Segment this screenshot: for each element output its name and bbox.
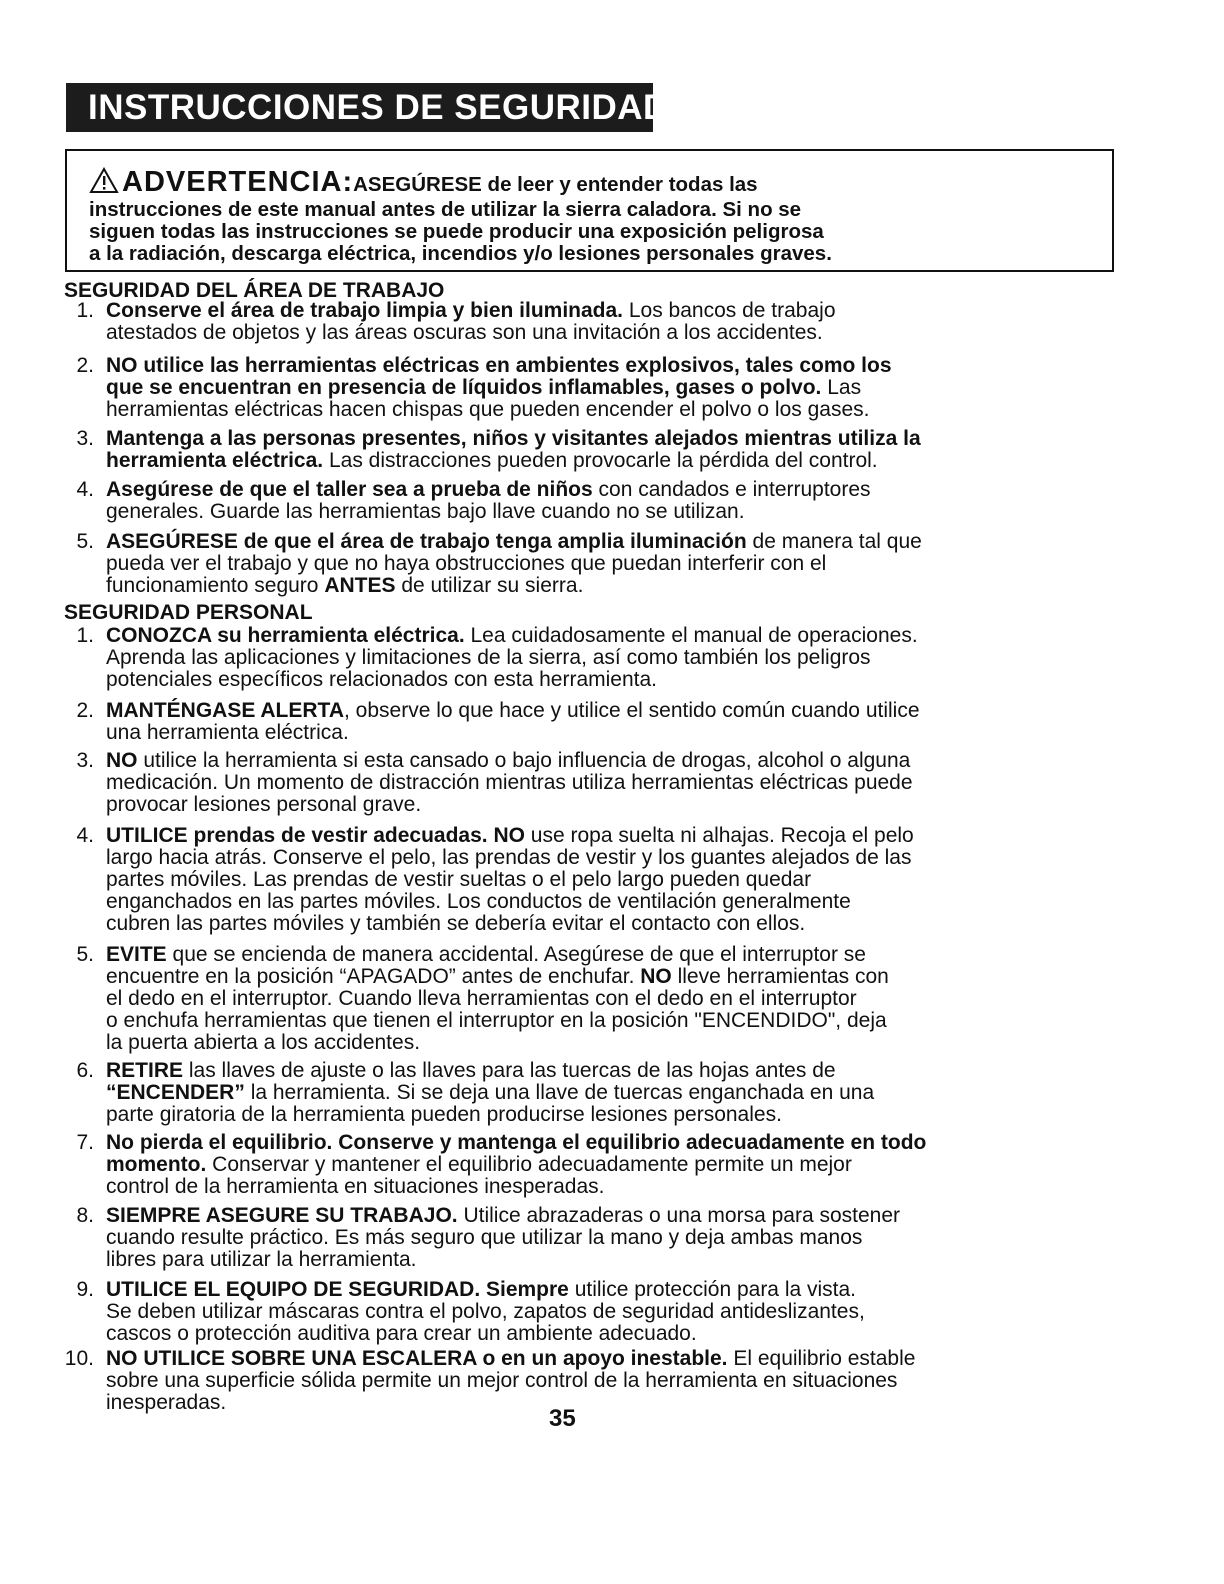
item-text-line bbox=[106, 300, 1096, 322]
item-text: generales. Guarde las herramientas bajo llave cuando no se utilizan. bbox=[106, 500, 745, 523]
item-text: la puerta abierta a los accidentes. bbox=[106, 1031, 421, 1054]
item-number: 4. bbox=[76, 478, 94, 501]
item-body bbox=[106, 428, 1096, 472]
item-text: Conservar y mantener el equilibrio adecuadamente permite un mejor bbox=[206, 1153, 852, 1176]
item-bold-lead: Asegúrese de que el taller sea a prueba de niños bbox=[106, 478, 593, 501]
item-number: 4. bbox=[76, 824, 94, 847]
item-bold-lead: que se encuentran en presencia de líquidos inflamables, gases o polvo. bbox=[106, 376, 822, 399]
item-text: o enchufa herramientas que tienen el interruptor en la posición "ENCENDIDO", deja bbox=[106, 1009, 887, 1032]
item-number: 6. bbox=[76, 1059, 94, 1082]
item-number: 5. bbox=[76, 530, 94, 553]
item-number: 2. bbox=[76, 699, 94, 722]
item-text: funcionamiento seguro bbox=[106, 574, 325, 597]
item-number: 5. bbox=[76, 943, 94, 966]
page-number: 35 bbox=[549, 1405, 576, 1432]
item-text-line bbox=[106, 772, 1096, 794]
item-body bbox=[106, 531, 1096, 597]
item-bold-lead: Mantenga a las personas presentes, niños y visitantes alejados mientras utiliza la bbox=[106, 427, 921, 450]
item-body bbox=[106, 1132, 1096, 1198]
item-number: 8. bbox=[76, 1204, 94, 1227]
item-text-line bbox=[106, 1392, 1096, 1414]
item-number: 9. bbox=[76, 1278, 94, 1301]
warning-triangle-icon bbox=[89, 167, 119, 199]
warning-text-line: siguen todas las instrucciones se puede producir una exposición peligrosa bbox=[89, 220, 824, 243]
item-text-line bbox=[106, 966, 1096, 988]
item-text-line bbox=[106, 1249, 1096, 1271]
item-text: herramientas eléctricas hacen chispas que pueden encender el polvo o los gases. bbox=[106, 398, 870, 421]
item-number: 7. bbox=[76, 1131, 94, 1154]
item-text: use ropa suelta ni alhajas. Recoja el pelo bbox=[524, 824, 914, 847]
section-title-banner: INSTRUCCIONES DE SEGURIDAD bbox=[66, 83, 653, 132]
item-text-line bbox=[106, 669, 1096, 691]
item-bold-lead: herramienta eléctrica. bbox=[106, 449, 324, 472]
item-text: pueda ver el trabajo y que no haya obstrucciones que puedan interferir con el bbox=[106, 552, 827, 575]
item-text: encuentre en la posición “APAGADO” antes de enchufar. bbox=[106, 965, 641, 988]
item-text: cuando resulte práctico. Es más seguro que utilizar la mano y deja ambas manos bbox=[106, 1226, 863, 1249]
item-body bbox=[106, 825, 1096, 935]
item-body bbox=[106, 300, 1096, 344]
item-text-line bbox=[106, 377, 1096, 399]
item-text: que se encienda de manera accidental. Asegúrese de que el interruptor se bbox=[166, 943, 866, 966]
item-text: la herramienta. Si se deja una llave de tuercas enganchada en una bbox=[244, 1081, 875, 1104]
item-text: control de la herramienta en situaciones inesperadas. bbox=[106, 1175, 605, 1198]
item-text-line bbox=[106, 700, 1096, 722]
item-text-line bbox=[106, 1082, 1096, 1104]
item-text: atestados de objetos y las áreas oscuras son una invitación a los accidentes. bbox=[106, 321, 823, 344]
item-text-line bbox=[106, 1323, 1096, 1345]
item-text: inesperadas. bbox=[106, 1391, 227, 1414]
item-text-line bbox=[106, 501, 1096, 523]
item-text-line bbox=[106, 428, 1096, 450]
item-bold-lead: No pierda el equilibrio. Conserve y mantenga el equilibrio adecuadamente en todo bbox=[106, 1131, 927, 1154]
item-text-line bbox=[106, 647, 1096, 669]
item-number: 3. bbox=[76, 427, 94, 450]
item-bold-text: NO bbox=[640, 965, 672, 988]
item-text-line bbox=[106, 913, 1096, 935]
item-bold-lead: UTILICE EL EQUIPO DE SEGURIDAD. Siempre bbox=[106, 1278, 569, 1301]
item-text: el dedo en el interruptor. Cuando lleva herramientas con el dedo en el interruptor bbox=[106, 987, 857, 1010]
item-bold-lead: momento. bbox=[106, 1153, 207, 1176]
item-text: provocar lesiones personal grave. bbox=[106, 793, 422, 816]
item-bold-lead: NO UTILICE SOBRE UNA ESCALERA o en un apoyo inestable. bbox=[106, 1347, 728, 1370]
item-text-line bbox=[106, 1010, 1096, 1032]
item-body bbox=[106, 625, 1096, 691]
item-text: El equilibrio estable bbox=[727, 1347, 916, 1370]
item-number: 1. bbox=[76, 299, 94, 322]
item-text: Las bbox=[821, 376, 862, 399]
item-text: utilice la herramienta si esta cansado o bajo influencia de drogas, alcohol o alguna bbox=[137, 749, 911, 772]
warning-text-line: a la radiación, descarga eléctrica, incendios y/o lesiones personales graves. bbox=[89, 242, 832, 265]
item-text: de utilizar su sierra. bbox=[395, 574, 584, 597]
item-text-line bbox=[106, 575, 1096, 597]
item-text: lleve herramientas con bbox=[671, 965, 889, 988]
item-text: cubren las partes móviles y también se debería evitar el contacto con ellos. bbox=[106, 912, 806, 935]
item-text: , observe lo que hace y utilice el sentido común cuando utilice bbox=[344, 699, 920, 722]
item-text: utilice protección para la vista. bbox=[568, 1278, 857, 1301]
item-text-line bbox=[106, 1032, 1096, 1054]
item-text-line bbox=[106, 847, 1096, 869]
item-text-line bbox=[106, 322, 1096, 344]
item-bold-lead: Conserve el área de trabajo limpia y bien iluminada. bbox=[106, 299, 624, 322]
item-text: Los bancos de trabajo bbox=[623, 299, 836, 322]
item-text-line bbox=[106, 1104, 1096, 1126]
item-number: 3. bbox=[76, 749, 94, 772]
item-text-line bbox=[106, 1205, 1096, 1227]
item-text-line bbox=[106, 625, 1096, 647]
item-text-line bbox=[106, 1154, 1096, 1176]
item-bold-lead: ASEGÚRESE de que el área de trabajo tenga amplia iluminación bbox=[106, 530, 747, 553]
item-text-line bbox=[106, 722, 1096, 744]
item-text-line bbox=[106, 1176, 1096, 1198]
item-text-line bbox=[106, 1132, 1096, 1154]
item-bold-text: “ENCENDER” bbox=[106, 1081, 245, 1104]
item-text-line bbox=[106, 553, 1096, 575]
item-text: Lea cuidadosamente el manual de operaciones. bbox=[464, 624, 918, 647]
item-text: Aprenda las aplicaciones y limitaciones de la sierra, así como también los peligros bbox=[106, 646, 871, 669]
item-bold-lead: NO utilice las herramientas eléctricas en ambientes explosivos, tales como los bbox=[106, 354, 892, 377]
item-text-line bbox=[106, 479, 1096, 501]
item-text: partes móviles. Las prendas de vestir sueltas o el pelo largo pueden quedar bbox=[106, 868, 812, 891]
item-text-line bbox=[106, 450, 1096, 472]
item-text: parte giratoria de la herramienta pueden producirse lesiones personales. bbox=[106, 1103, 782, 1126]
item-body bbox=[106, 355, 1096, 421]
item-text: largo hacia atrás. Conserve el pelo, las prendas de vestir y los guantes alejados de las bbox=[106, 846, 912, 869]
item-number: 10. bbox=[64, 1347, 94, 1370]
item-text-line bbox=[106, 1301, 1096, 1323]
item-bold-lead: NO bbox=[106, 749, 138, 772]
item-text: con candados e interruptores bbox=[592, 478, 871, 501]
item-body bbox=[106, 1348, 1096, 1414]
item-text: medicación. Un momento de distracción mientras utiliza herramientas eléctricas puede bbox=[106, 771, 913, 794]
item-body bbox=[106, 750, 1096, 816]
item-text-line bbox=[106, 355, 1096, 377]
item-text-line bbox=[106, 869, 1096, 891]
item-text: Se deben utilizar máscaras contra el polvo, zapatos de seguridad antideslizantes, bbox=[106, 1300, 865, 1323]
item-body bbox=[106, 479, 1096, 523]
item-text: de manera tal que bbox=[746, 530, 922, 553]
item-bold-lead: MANTÉNGASE ALERTA bbox=[106, 699, 344, 722]
item-text-line bbox=[106, 399, 1096, 421]
item-text: Utilice abrazaderas o una morsa para sostener bbox=[457, 1204, 901, 1227]
item-bold-lead: SIEMPRE ASEGURE SU TRABAJO. bbox=[106, 1204, 458, 1227]
item-body bbox=[106, 1279, 1096, 1345]
item-text-line bbox=[106, 944, 1096, 966]
section-heading-personal: SEGURIDAD PERSONAL bbox=[64, 601, 313, 624]
item-text: cascos o protección auditiva para crear un ambiente adecuado. bbox=[106, 1322, 697, 1345]
item-bold-text: ANTES bbox=[324, 574, 396, 597]
item-text: sobre una superficie sólida permite un mejor control de la herramienta en situaciones bbox=[106, 1369, 898, 1392]
item-text-line bbox=[106, 1279, 1096, 1301]
item-text-line bbox=[106, 1370, 1096, 1392]
warning-text-line: ASEGÚRESE de leer y entender todas las bbox=[353, 173, 758, 196]
item-bold-lead: UTILICE prendas de vestir adecuadas. NO bbox=[106, 824, 525, 847]
item-text-line bbox=[106, 825, 1096, 847]
item-text: libres para utilizar la herramienta. bbox=[106, 1248, 417, 1271]
item-text-line bbox=[106, 891, 1096, 913]
item-text-line bbox=[106, 750, 1096, 772]
item-text-line bbox=[106, 1227, 1096, 1249]
item-text: potenciales específicos relacionados con esta herramienta. bbox=[106, 668, 657, 691]
item-number: 1. bbox=[76, 624, 94, 647]
item-text: enganchados en las partes móviles. Los conductos de ventilación generalmente bbox=[106, 890, 851, 913]
item-text-line bbox=[106, 1060, 1096, 1082]
item-body bbox=[106, 944, 1096, 1054]
item-text-line bbox=[106, 794, 1096, 816]
item-body bbox=[106, 700, 1096, 744]
item-text-line bbox=[106, 1348, 1096, 1370]
item-text: Las distracciones pueden provocarle la pérdida del control. bbox=[323, 449, 878, 472]
item-body bbox=[106, 1060, 1096, 1126]
item-text-line bbox=[106, 988, 1096, 1010]
item-text-line bbox=[106, 531, 1096, 553]
section-heading-work-area: SEGURIDAD DEL ÁREA DE TRABAJO bbox=[64, 279, 445, 302]
warning-heading: ADVERTENCIA: bbox=[122, 166, 354, 198]
warning-text-line: instrucciones de este manual antes de utilizar la sierra caladora. Si no se bbox=[89, 198, 802, 221]
item-bold-lead: RETIRE bbox=[106, 1059, 184, 1082]
warning-box bbox=[65, 149, 1114, 272]
item-bold-lead: EVITE bbox=[106, 943, 167, 966]
item-number: 2. bbox=[76, 354, 94, 377]
warning-first-line bbox=[89, 167, 1102, 199]
item-text: una herramienta eléctrica. bbox=[106, 721, 349, 744]
item-body bbox=[106, 1205, 1096, 1271]
item-bold-lead: CONOZCA su herramienta eléctrica. bbox=[106, 624, 465, 647]
item-text: las llaves de ajuste o las llaves para las tuercas de las hojas antes de bbox=[183, 1059, 836, 1082]
